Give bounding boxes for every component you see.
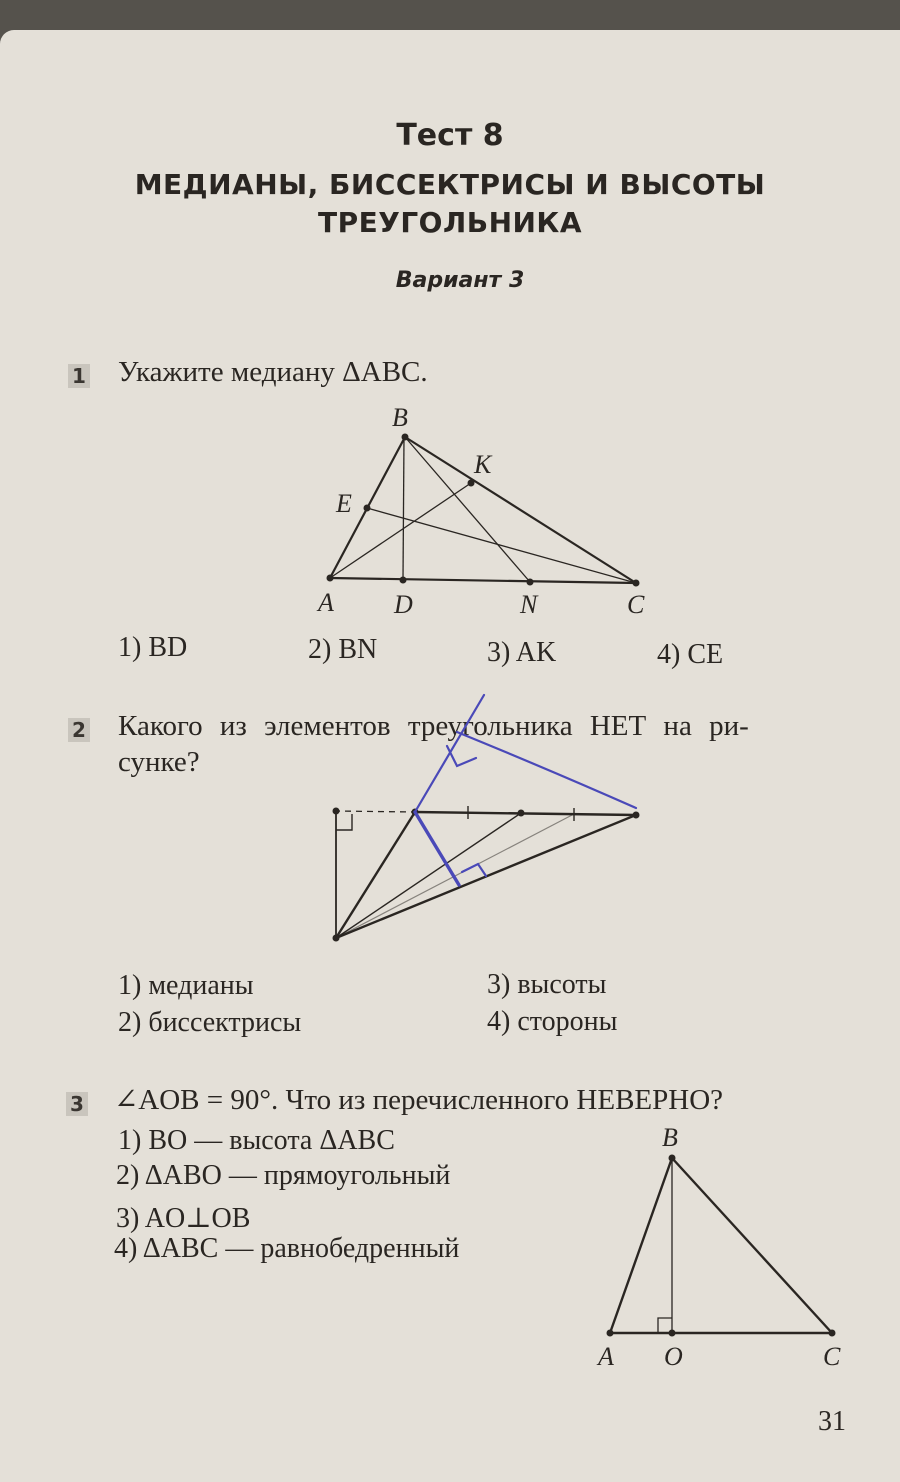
q3-label-o: O (664, 1342, 683, 1371)
q1-option-3[interactable]: 3) AK (487, 637, 557, 668)
page-title-line2: ТРЕУГОЛЬНИКА (317, 206, 582, 239)
q3-label-b: B (662, 1123, 678, 1152)
page-number: 31 (818, 1406, 846, 1437)
q1-label-k: K (474, 450, 492, 479)
page-title-line1: МЕДИАНЫ, БИССЕКТРИСЫ И ВЫСОТЫ (134, 168, 766, 201)
q1-label-a: A (318, 588, 334, 617)
q2-option-3[interactable]: 3) высоты (487, 969, 607, 1000)
q1-label-n: N (520, 590, 538, 619)
q2-option-1[interactable]: 1) медианы (118, 970, 254, 1001)
question-3-text: ∠AOB = 90°. Что из перечисленного НЕВЕРНО? (114, 1084, 724, 1116)
question-3-number: 3 (66, 1092, 88, 1116)
q3-option-2[interactable]: 2) ΔABO — прямоугольный (116, 1160, 451, 1191)
question-1-text: Укажите медиану ΔABC. (118, 356, 428, 388)
q3-option-3[interactable]: 3) AO⊥OB (116, 1203, 251, 1234)
q3-label-c: C (823, 1342, 841, 1371)
variant-label: Вариант 3 (395, 268, 525, 293)
question-2-text-line1: Какого из элементов треугольника НЕТ на ри- (118, 710, 749, 742)
question-2-text-line2: сунке? (118, 746, 200, 778)
q1-option-4[interactable]: 4) CE (657, 639, 724, 670)
q1-label-e: E (336, 489, 352, 518)
q2-option-2[interactable]: 2) биссектрисы (118, 1007, 302, 1038)
q1-label-c: C (627, 590, 645, 619)
q1-option-1[interactable]: 1) BD (118, 632, 188, 663)
q2-option-4[interactable]: 4) стороны (487, 1006, 618, 1037)
q3-option-4[interactable]: 4) ΔABC — равнобедренный (114, 1233, 460, 1264)
question-2-number: 2 (68, 718, 90, 742)
q3-option-1[interactable]: 1) BO — высота ΔABC (118, 1125, 395, 1156)
q1-label-d: D (394, 590, 413, 619)
q3-label-a: A (598, 1342, 614, 1371)
question-1-number: 1 (68, 364, 90, 388)
q1-label-b: B (392, 403, 408, 432)
q1-option-2[interactable]: 2) BN (308, 634, 378, 665)
test-label: Тест 8 (396, 118, 504, 153)
